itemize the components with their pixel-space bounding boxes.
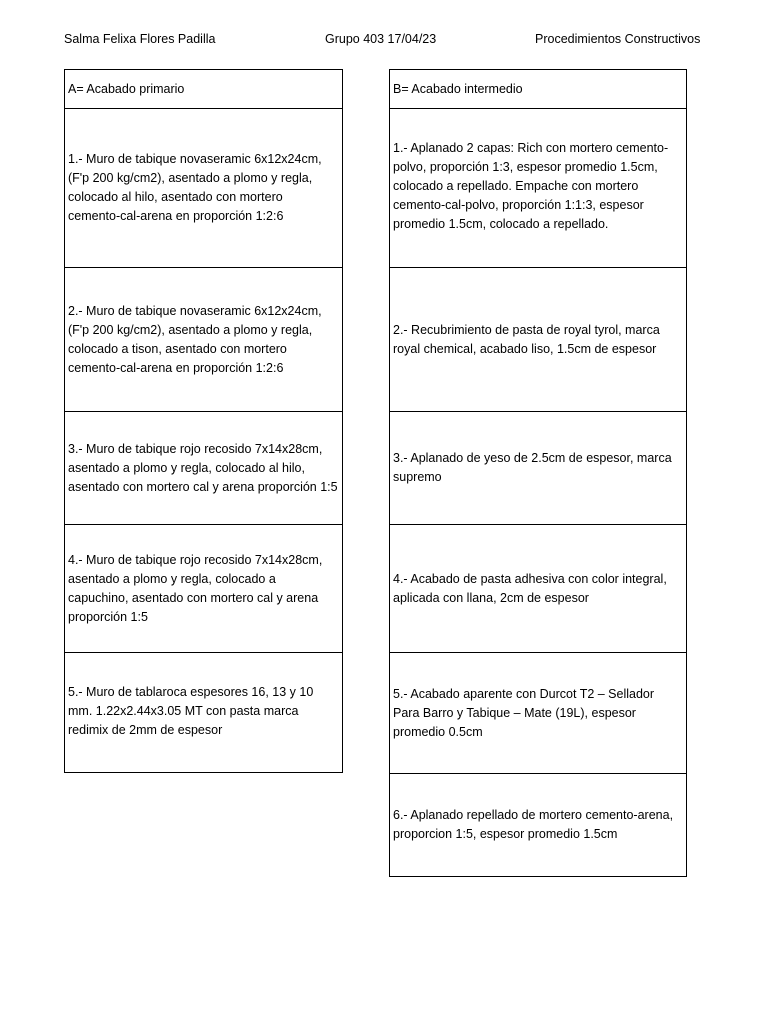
table-cell-b5: 5.- Acabado aparente con Durcot T2 – Sellador Para Barro y Tabique – Mate (19L), espesor promedio 0.5cm bbox=[390, 653, 686, 774]
table-cell-a5: 5.- Muro de tablaroca espesores 16, 13 y 10 mm. 1.22x2.44x3.05 MT con pasta marca redimix de 2mm de espesor bbox=[65, 653, 342, 773]
table-cell-b1: 1.- Aplanado 2 capas: Rich con mortero cemento-polvo, proporción 1:3, espesor promedio 1.5cm, colocado a repellado. Empache con mortero cemento-cal-polvo, proporción 1:1:3, espesor promedio 1.5cm, colocado a repellado. bbox=[390, 109, 686, 268]
subject-title: Procedimientos Constructivos bbox=[535, 32, 701, 46]
table-header-b: B= Acabado intermedio bbox=[390, 70, 686, 109]
table-acabado-intermedio bbox=[389, 69, 687, 877]
table-header-a: A= Acabado primario bbox=[65, 70, 342, 109]
table-cell-b2: 2.- Recubrimiento de pasta de royal tyrol, marca royal chemical, acabado liso, 1.5cm de espesor bbox=[390, 268, 686, 412]
table-cell-a2: 2.- Muro de tabique novaseramic 6x12x24cm, (F'p 200 kg/cm2), asentado a plomo y regla, colocado a tison, asentado con mortero cemento-cal-arena en proporción 1:2:6 bbox=[65, 268, 342, 412]
table-cell-b6: 6.- Aplanado repellado de mortero cemento-arena, proporcion 1:5, espesor promedio 1.5cm bbox=[390, 774, 686, 877]
author-name: Salma Felixa Flores Padilla bbox=[64, 32, 216, 46]
group-and-date: Grupo 403 17/04/23 bbox=[325, 32, 437, 46]
table-cell-b3: 3.- Aplanado de yeso de 2.5cm de espesor, marca supremo bbox=[390, 412, 686, 525]
table-cell-a4: 4.- Muro de tabique rojo recosido 7x14x28cm, asentado a plomo y regla, colocado a capuchino, asentado con mortero cal y arena proporción 1:5 bbox=[65, 525, 342, 653]
table-cell-a3: 3.- Muro de tabique rojo recosido 7x14x28cm, asentado a plomo y regla, colocado al hilo, asentado con mortero cal y arena proporción 1:5 bbox=[65, 412, 342, 525]
table-cell-b4: 4.- Acabado de pasta adhesiva con color integral, aplicada con llana, 2cm de espesor bbox=[390, 525, 686, 653]
table-acabado-primario bbox=[64, 69, 343, 773]
table-cell-a1: 1.- Muro de tabique novaseramic 6x12x24cm, (F'p 200 kg/cm2), asentado a plomo y regla, colocado al hilo, asentado con mortero cemento-cal-arena en proporción 1:2:6 bbox=[65, 109, 342, 268]
